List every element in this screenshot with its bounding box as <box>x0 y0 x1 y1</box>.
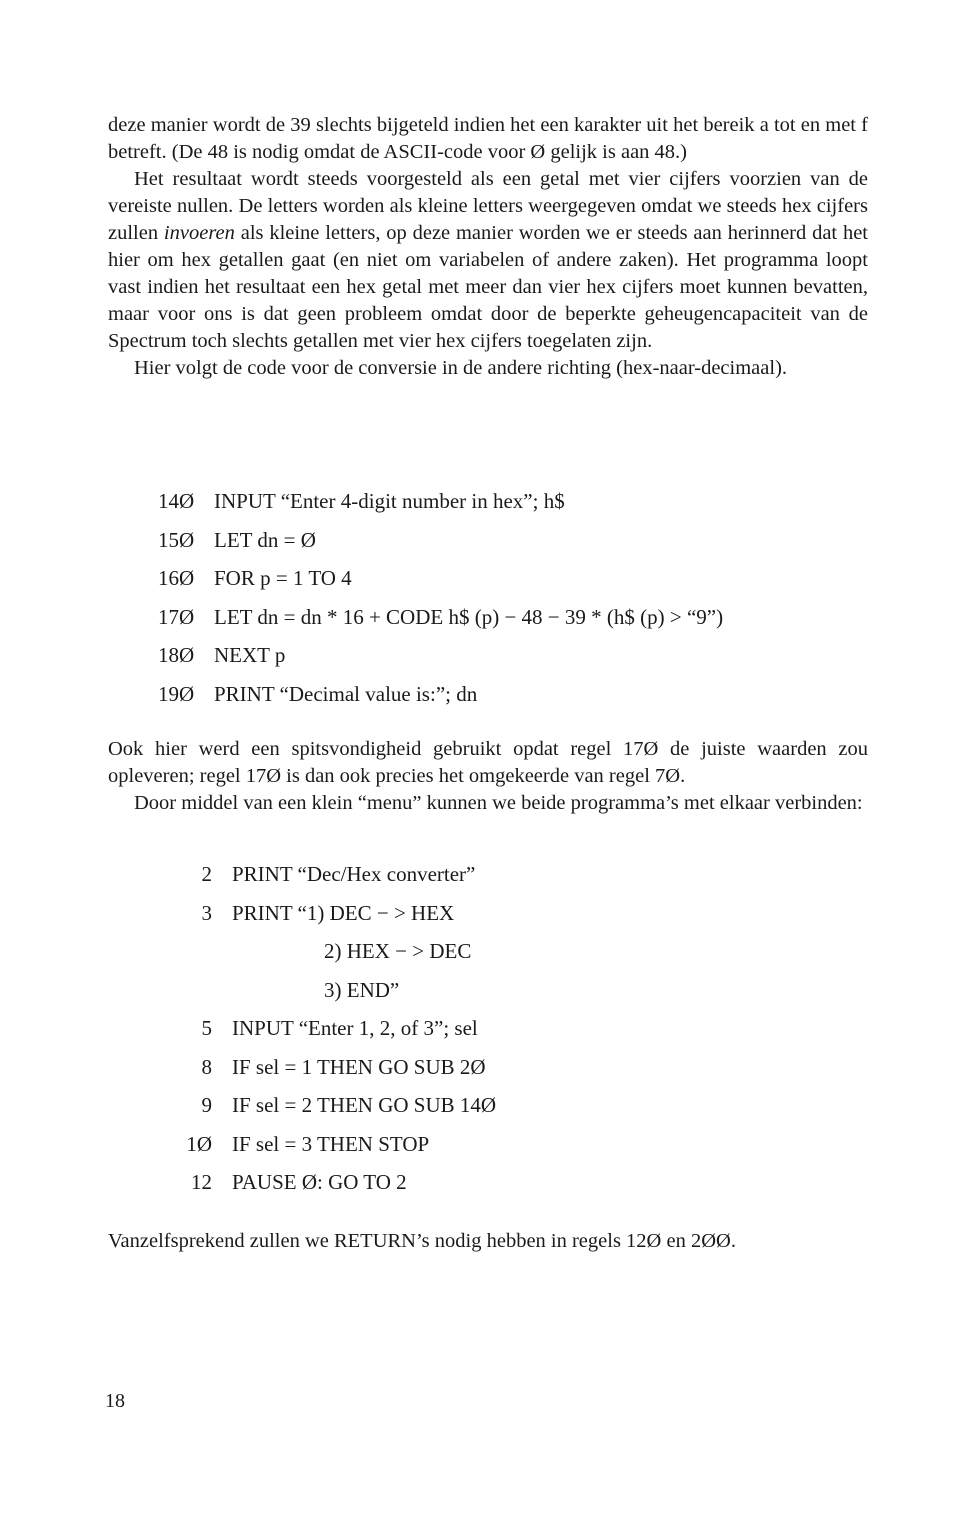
paragraph-trick-note: Ook hier werd een spitsvondigheid gebruikt opdat regel 17Ø de juiste waarden zou opleveren; regel 17Ø is dan ook precies het omgekeerde van regel 7Ø. <box>108 738 868 787</box>
paragraph-hex-to-dec-intro: Hier volgt de code voor de conversie in de andere richting (hex-naar-decimaal). <box>134 357 788 379</box>
code-line <box>158 521 723 560</box>
code-line <box>160 1163 496 1202</box>
line-number: 3 <box>201 900 212 925</box>
code-line <box>158 559 723 598</box>
line-number: 9 <box>201 1093 212 1117</box>
line-number: 16Ø <box>158 566 195 590</box>
code-listing-menu <box>160 855 496 1202</box>
code-statement: 3) END” <box>324 977 400 1002</box>
code-line-continuation <box>160 932 496 971</box>
code-line <box>160 855 496 894</box>
middle-text <box>108 736 868 817</box>
code-line <box>160 1125 496 1164</box>
code-statement: IF sel = 3 THEN STOP <box>232 1131 430 1156</box>
code-statement: IF sel = 2 THEN GO SUB 14Ø <box>232 1093 497 1117</box>
code-statement: IF sel = 1 THEN GO SUB 2Ø <box>232 1054 486 1079</box>
code-line <box>158 636 723 675</box>
code-statement: INPUT “Enter 1, 2, of 3”; sel <box>232 1016 478 1040</box>
code-statement: LET dn = dn * 16 + CODE h$ (p) − 48 − 39 * (h$ (p) > “9”) <box>214 604 724 629</box>
code-line <box>160 1048 496 1087</box>
line-number: 5 <box>201 1016 212 1040</box>
paragraph-result-description <box>108 166 868 355</box>
code-line <box>160 1009 496 1048</box>
line-number: 2 <box>201 862 212 886</box>
line-number: 19Ø <box>158 681 195 706</box>
code-line <box>158 482 723 521</box>
code-statement: INPUT “Enter 4-digit number in hex”; h$ <box>214 489 565 513</box>
line-number: 18Ø <box>158 643 195 667</box>
code-statement: 2) HEX − > DEC <box>324 939 472 963</box>
emphasis-invoeren: invoeren <box>163 222 235 244</box>
paragraph-return-note: Vanzelfsprekend zullen we RETURN’s nodig hebben in regels 12Ø en 2ØØ. <box>108 1230 736 1252</box>
closing-text <box>108 1228 868 1255</box>
code-statement: PRINT “Dec/Hex converter” <box>232 862 476 886</box>
code-statement: PRINT “Decimal value is:”; dn <box>214 681 478 706</box>
code-line <box>160 894 496 933</box>
code-line <box>158 675 723 714</box>
page-number: 18 <box>105 1390 125 1412</box>
line-number <box>160 971 212 1010</box>
line-number: 15Ø <box>158 527 195 552</box>
line-number: 14Ø <box>158 489 195 513</box>
line-number: 17Ø <box>158 604 195 629</box>
intro-text <box>108 112 868 382</box>
code-statement: LET dn = Ø <box>214 527 316 552</box>
code-statement: PAUSE Ø: GO TO 2 <box>232 1170 407 1194</box>
line-number: 8 <box>201 1054 212 1079</box>
line-number <box>160 932 212 971</box>
code-statement: FOR p = 1 TO 4 <box>214 566 352 590</box>
code-line <box>158 598 723 637</box>
code-line-continuation <box>160 971 496 1010</box>
code-statement: NEXT p <box>214 643 286 667</box>
code-listing-hex-to-dec <box>158 482 723 713</box>
code-line <box>160 1086 496 1125</box>
paragraph-menu-intro: Door middel van een klein “menu” kunnen we beide programma’s met elkaar verbinden: <box>134 792 863 814</box>
paragraph-text-end: als kleine letters, op deze manier worden we er steeds aan herinnerd dat het hier om hex getallen gaat (en niet om variabelen of andere zaken). Het programma loopt vast indien het resultaat een hex getal met meer dan vier hex cijfers moet kunnen bevatten, maar voor ons is dat geen probleem omdat door de beperkte geheugencapaciteit van de Spectrum toch slechts getallen met vier hex cijfers toegelaten zijn. <box>108 222 868 352</box>
paragraph-ascii-note: deze manier wordt de 39 slechts bijgeteld indien het een karakter uit het bereik a tot en met f betreft. (De 48 is nodig omdat de ASCII-code voor Ø gelijk is aan 48.) <box>108 114 868 163</box>
code-statement: PRINT “1) DEC − > HEX <box>232 900 455 925</box>
line-number: 1Ø <box>186 1131 212 1156</box>
line-number: 12 <box>191 1170 212 1194</box>
paragraph-text-start: Het resultaat wordt steeds voorgesteld als een getal met vier cijfers voorzien van de vereiste nullen. De letters worden als kleine letters weergegeven omdat we steeds hex cijfers zullen <box>108 168 868 244</box>
